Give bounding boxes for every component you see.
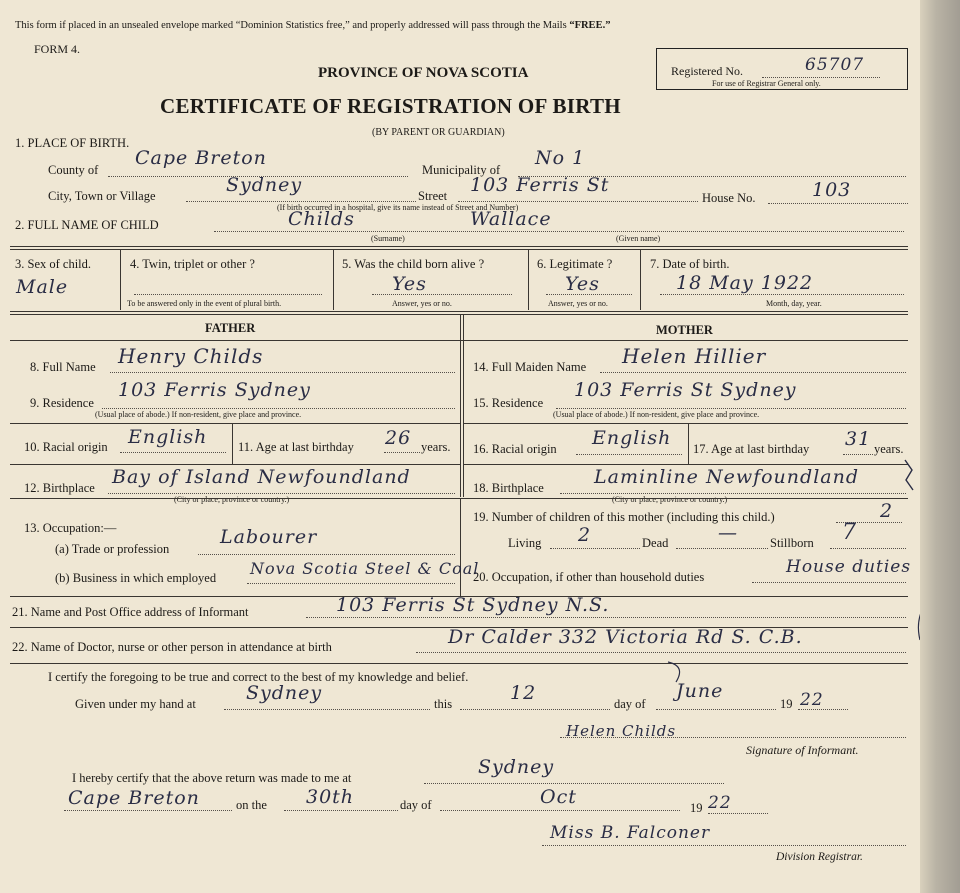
mother-age-label: 17. Age at last birthday [693,442,810,456]
certify-year-value: 22 [800,690,824,710]
given-under-label: Given under my hand at [75,697,196,711]
certify-day-value: 12 [510,682,537,704]
registrar-statement: I hereby certify that the above return was made to me at [72,771,352,785]
doctor-value: Dr Calder 332 Victoria Rd S. C.B. [448,626,803,648]
stillborn-label: Stillborn [770,536,814,550]
mother-birthplace-value: Laminline Newfoundland [594,466,859,488]
business-label: (b) Business in which employed [55,571,217,585]
mother-occupation-label: 20. Occupation, if other than household duties [473,570,705,584]
father-age-label: 11. Age at last birthday [238,440,354,454]
child-surname: Childs [288,208,355,230]
father-residence-note: (Usual place of abode.) If non-resident, give place and province. [95,410,302,419]
father-age-value: 26 [385,427,412,449]
father-name-value: Henry Childs [118,344,264,368]
registrar-caption: Division Registrar. [776,851,863,863]
living-label: Living [508,536,542,550]
given-place-value: Sydney [246,682,323,704]
certify-month-value: June [676,680,724,702]
twin-label: 4. Twin, triplet or other ? [130,257,255,271]
registrar-on-label: on the [236,798,267,812]
registrar-place-value: Sydney [478,756,555,778]
mother-name-label: 14. Full Maiden Name [473,360,587,374]
municipality-label: Municipality of [422,163,501,177]
date-of-birth-value: 18 May 1922 [676,272,814,294]
father-racial-value: English [128,426,208,448]
dead-label: Dead [642,536,669,550]
registrar-county-value: Cape Breton [68,787,200,809]
ink-flourish-mark [668,662,680,682]
this-label: this [434,697,453,711]
father-age-unit: years. [421,440,451,454]
place-of-birth-heading: 1. PLACE OF BIRTH. [15,136,130,150]
ink-squiggle-mark [905,460,913,490]
mother-birthplace-label: 18. Birthplace [473,481,544,495]
child-given-name: Wallace [470,208,552,230]
registered-note: For use of Registrar General only. [712,79,821,88]
father-birthplace-note: (City or place, province or country.) [174,495,290,504]
alive-value: Yes [392,273,427,295]
doctor-label: 22. Name of Doctor, nurse or other person in attendance at birth [12,640,332,654]
stillborn-value: 7 [842,520,857,545]
house-label: House No. [702,191,756,205]
date-of-birth-label: 7. Date of birth. [650,257,730,271]
father-residence-label: 9. Residence [30,396,94,410]
form-number: FORM 4. [34,42,81,56]
legitimate-value: Yes [565,273,600,295]
notice-text: This form if placed in an unsealed envelope marked “Dominion Statistics free,” and properly addressed will pass through the Mails [15,20,567,31]
father-birthplace-label: 12. Birthplace [24,481,95,495]
municipality-value: No 1 [535,147,586,169]
twin-note: To be answered only in the event of plural birth. [127,299,282,308]
informant-label: 21. Name and Post Office address of Informant [12,605,249,619]
mother-occupation-value: House duties [786,557,912,577]
registrar-day-value: 30th [306,786,355,808]
background-edge [920,0,960,893]
certificate-subtitle: (BY PARENT OR GUARDIAN) [372,127,505,138]
dead-value: — [718,522,738,544]
city-value: Sydney [226,174,303,196]
father-heading: FATHER [205,321,256,335]
street-value: 103 Ferris St [470,174,610,196]
informant-signature-caption: Signature of Informant. [746,743,859,757]
business-value: Nova Scotia Steel & Coal [250,559,480,578]
mother-residence-label: 15. Residence [473,396,544,410]
street-label: Street [418,189,448,203]
registrar-signature: Miss B. Falconer [550,823,711,843]
sex-value: Male [16,276,69,298]
father-name-label: 8. Full Name [30,360,96,374]
mother-racial-label: 16. Racial origin [473,442,557,456]
alive-label: 5. Was the child born alive ? [342,257,485,271]
legitimate-answer-note: Answer, yes or no. [548,299,608,308]
registered-label: Registered No. [671,64,743,78]
street-note: (If birth occurred in a hospital, give its name instead of Street and Number) [277,203,519,212]
registrar-month-value: Oct [540,786,577,808]
children-count-label: 19. Number of children of this mother (including this child.) [473,510,775,524]
registered-number: 65707 [805,55,865,75]
sex-label: 3. Sex of child. [15,257,92,271]
legitimate-label: 6. Legitimate ? [537,257,613,271]
mother-residence-note: (Usual place of abode.) If non-resident, give place and province. [553,410,760,419]
occupation-heading: 13. Occupation:— [24,521,117,535]
father-racial-label: 10. Racial origin [24,440,108,454]
mother-age-unit: years. [874,442,904,456]
certificate-title: CERTIFICATE OF REGISTRATION OF BIRTH [160,94,621,118]
certify-statement: I certify the foregoing to be true and correct to the best of my knowledge and belief. [48,670,469,684]
informant-signature: Helen Childs [566,722,677,740]
child-name-heading: 2. FULL NAME OF CHILD [15,218,159,232]
house-value: 103 [812,179,852,201]
mother-residence-value: 103 Ferris St Sydney [574,379,797,401]
surname-caption: (Surname) [371,234,405,243]
trade-value: Labourer [220,526,318,548]
city-label: City, Town or Village [48,189,156,203]
mother-racial-value: English [592,427,672,449]
mother-age-value: 31 [845,428,872,450]
county-value: Cape Breton [135,147,267,169]
date-note: Month, day, year. [766,299,822,308]
province-heading: PROVINCE OF NOVA SCOTIA [318,65,529,81]
registrar-year-value: 22 [708,793,732,813]
informant-value: 103 Ferris St Sydney N.S. [336,594,610,616]
mother-birthplace-note: (City or place, province or country.) [612,495,728,504]
children-count-value: 2 [880,500,894,522]
mother-name-value: Helen Hillier [622,344,767,368]
certify-dayof-label: day of [614,697,646,711]
living-value: 2 [578,524,592,546]
mother-heading: MOTHER [656,323,713,337]
given-name-caption: (Given name) [616,234,661,243]
father-birthplace-value: Bay of Island Newfoundland [112,466,411,488]
county-label: County of [48,163,99,177]
trade-label: (a) Trade or profession [55,542,170,556]
alive-answer-note: Answer, yes or no. [392,299,452,308]
registrar-year-prefix: 19 [690,801,703,815]
certify-year-prefix: 19 [780,697,793,711]
registrar-dayof-label: day of [400,798,432,812]
notice-free: “FREE.” [569,20,611,31]
father-residence-value: 103 Ferris Sydney [118,379,311,401]
